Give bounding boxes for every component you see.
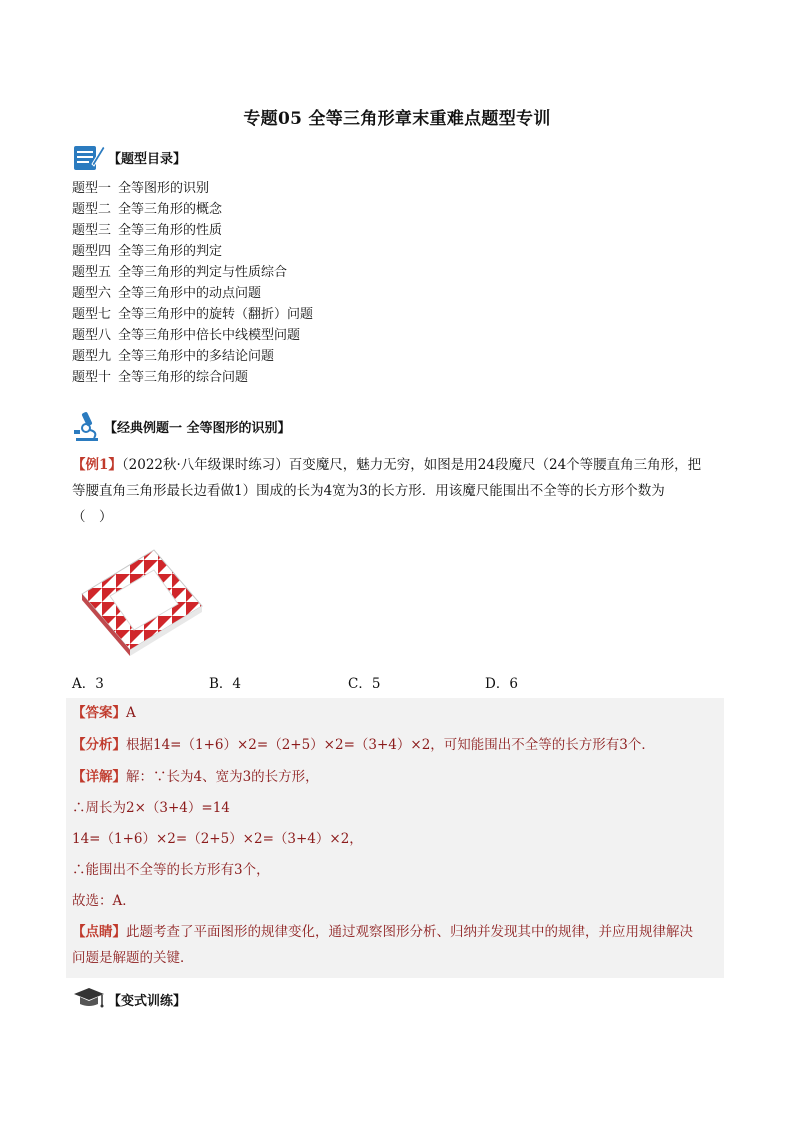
option-c[interactable]: C．5 <box>348 676 381 692</box>
option-d[interactable]: D．6 <box>485 676 518 692</box>
toc-item: 题型五 全等三角形的判定与性质综合 <box>72 265 288 280</box>
point-line: 【点睛】此题考查了平面图形的规律变化，通过观察图形分析、归纳并发现其中的规律，并应用规律解决 <box>72 924 693 940</box>
toc-item: 题型八 全等三角形中倍长中线模型问题 <box>72 328 301 343</box>
toc-item: 题型九 全等三角形中的多结论问题 <box>72 349 275 364</box>
options <box>72 672 672 694</box>
example-question: 【例1】（2022秋·八年级课时练习）百变魔尺，魅力无穷，如图是用24段魔尺（24个等腰直角三角形，把 等腰直角三角形最长边看做1）围成的长为4宽为3的长方形．用该魔尺能围出不全等的长方形个数为 （ ） <box>72 457 702 525</box>
detail-line: 14=（1+6）×2=（2+5）×2=（3+4）×2， <box>72 831 363 847</box>
detail-line: 【详解】解：∵长为4、宽为3的长方形， <box>72 769 319 785</box>
toc-item: 题型一 全等图形的识别 <box>72 181 210 196</box>
answer-line: 【答案】A <box>72 705 136 721</box>
magic-ruler-image <box>74 546 204 658</box>
detail-line: ∴能围出不全等的长方形有3个， <box>72 862 270 878</box>
toc-list <box>72 178 313 388</box>
toc-header-label: 【题型目录】 <box>108 151 187 167</box>
example-header <box>72 410 291 442</box>
answer-box <box>66 698 724 978</box>
practice-header-label: 【变式训练】 <box>108 993 187 1009</box>
toc-item: 题型三 全等三角形的性质 <box>72 223 223 238</box>
toc-header <box>72 142 186 172</box>
detail-line: ∴周长为2×（3+4）=14 <box>72 800 230 816</box>
option-a[interactable]: A．3 <box>72 676 104 692</box>
practice-header <box>72 986 186 1012</box>
point-line: 问题是解题的关键． <box>72 950 194 966</box>
toc-item: 题型七 全等三角形中的旋转（翻折）问题 <box>72 307 314 322</box>
graduation-cap-icon <box>72 986 106 1012</box>
analysis-line: 【分析】根据14=（1+6）×2=（2+5）×2=（3+4）×2，可知能围出不全等的长方形有3个． <box>72 737 655 753</box>
notebook-pen-icon <box>72 142 106 172</box>
toc-item: 题型六 全等三角形中的动点问题 <box>72 286 262 301</box>
example-header-label: 【经典例题一 全等图形的识别】 <box>104 420 291 436</box>
toc-item: 题型十 全等三角形的综合问题 <box>72 370 249 385</box>
example-tag: 【例1】 <box>72 457 122 473</box>
option-b[interactable]: B．4 <box>209 676 242 692</box>
toc-item: 题型四 全等三角形的判定 <box>72 244 223 259</box>
page-title: 专题05 全等三角形章末重难点题型专训 <box>243 109 551 129</box>
detail-line: 故选：A． <box>72 893 136 909</box>
microscope-icon <box>72 410 102 442</box>
toc-item: 题型二 全等三角形的概念 <box>72 202 223 217</box>
